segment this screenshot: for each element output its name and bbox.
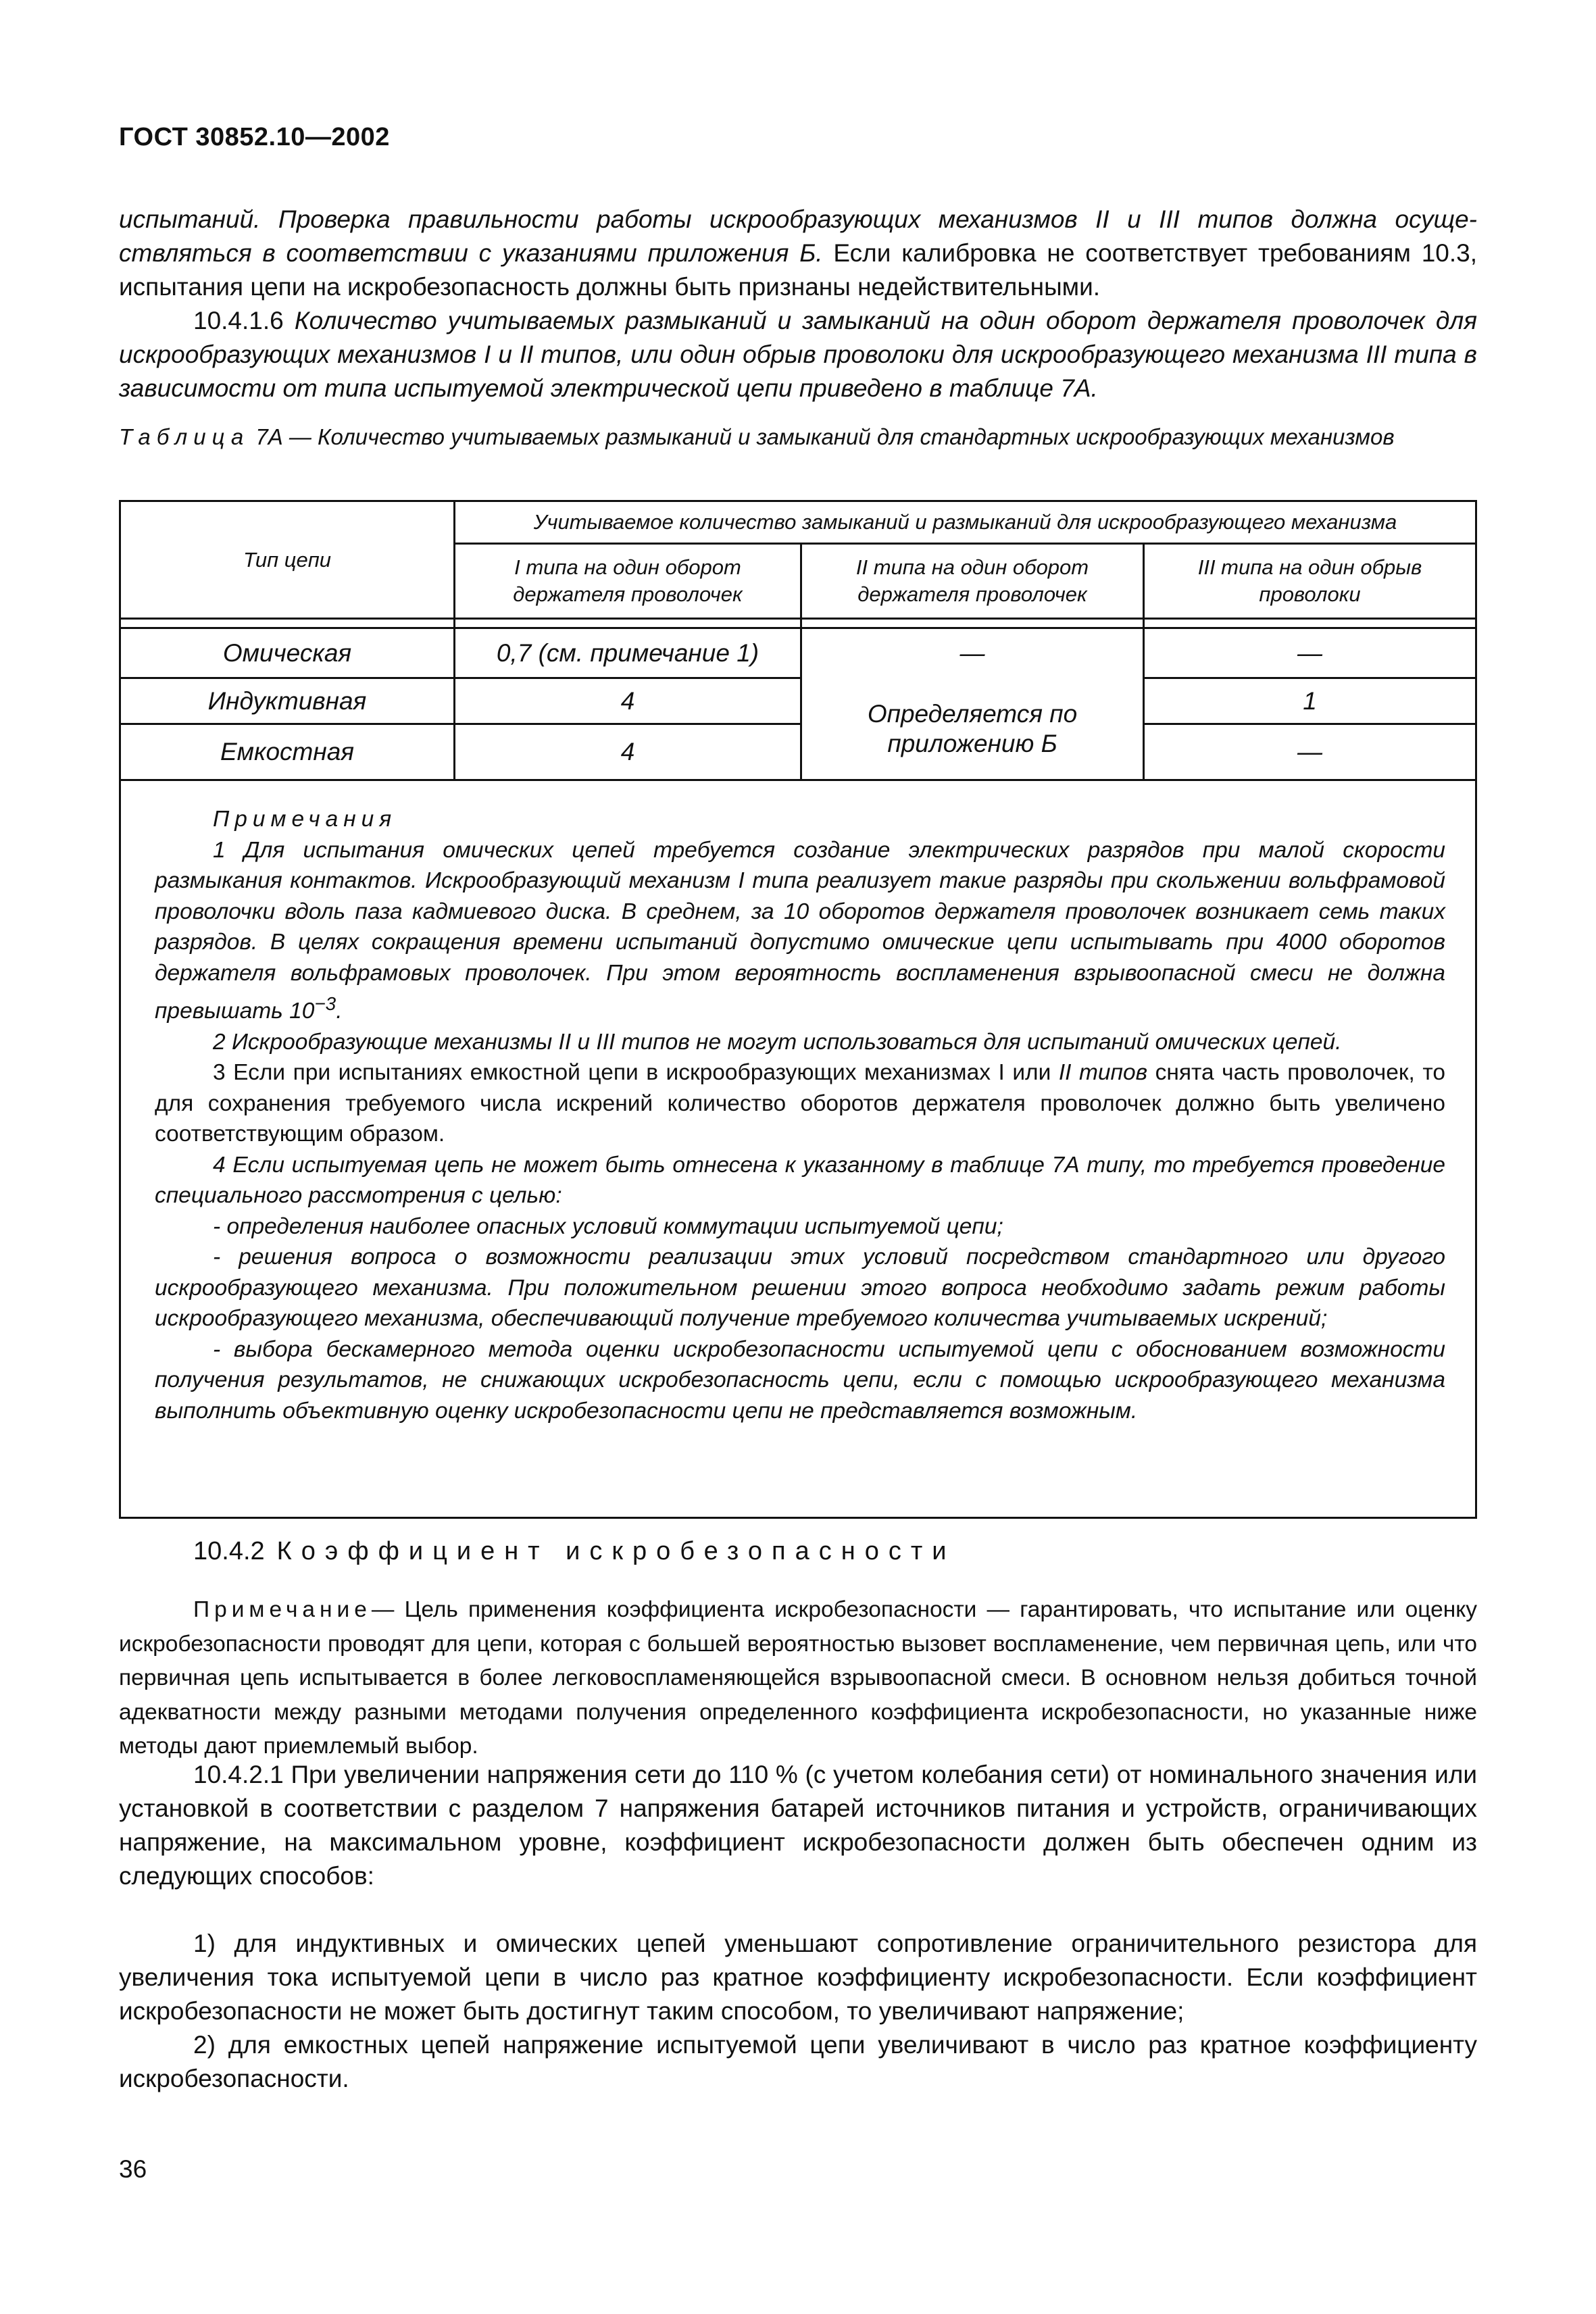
table-cell-type: Индуктивная — [207, 686, 367, 715]
header-type-1: I типа на один оборот держателя проволочек — [513, 555, 743, 606]
header-circuit-type: Тип цепи — [243, 547, 332, 572]
note-3: 3 Если при испытаниях емкостной цепи в искрообразующих механизмах I или II типов снята часть проволочек, то для сохранения требуемого числа искрений количество оборотов держателя проволочек должно быть увеличено соответствующим образом. — [155, 1060, 1445, 1147]
clause-text: Количество учитываемых размыканий и замыканий на один оборот держателя проволочек для искрообразующих механизмов I и II типов, или один обрыв проволоки для искрообразующего механизма III типа в зависимости от типа испытуемой электрической цепи приведено в таблице 7А. — [119, 307, 1477, 402]
document-header: ГОСТ 30852.10—2002 — [119, 123, 390, 151]
header-type-2: II типа на один оборот держателя проволочек — [855, 555, 1089, 606]
note-label: Примечание — [193, 1597, 372, 1622]
section-title: Коэффициент искробезопасности — [276, 1537, 956, 1565]
clause-10-4-1-6 — [119, 304, 1477, 405]
table-caption-label: Таблица — [119, 424, 250, 449]
table-cell-value: 1 — [1303, 686, 1317, 715]
section-number: 10.4.2 — [193, 1537, 265, 1565]
table-cell-merged: Определяется по приложению Б — [867, 700, 1078, 757]
table-cell-value: — — [1297, 738, 1322, 765]
table-cell-type: Омическая — [222, 638, 352, 667]
clause-number: 10.4.1.6 — [193, 307, 295, 334]
table-caption — [119, 422, 1477, 452]
table-cell-value: — — [959, 638, 985, 667]
table-notes — [122, 804, 1478, 1426]
section-note — [119, 1593, 1477, 1764]
section-heading — [119, 1537, 1477, 1566]
note-4: 4 Если испытуемая цепь не может быть отнесена к указанному в таблице 7А типу, то требуется проведение специального рассмотрения с целью: — [155, 1152, 1445, 1209]
note-4-item: - выбора бескамерного метода оценки искробезопасности испытуемой цепи с обоснованием возможности получения результатов, не снижающих искробезопасность цепи, если с помощью искрообразующего механизма выполнить объективную оценку искробезопасности цепи не представляется возможным. — [155, 1336, 1445, 1424]
table-cell-value: 4 — [620, 686, 635, 715]
list-item-2: 2) для емкостных цепей напряжение испытуемой цепи увеличивают в число раз кратное коэффициенту искробезопасности. — [119, 2031, 1477, 2092]
note-4-item: - решения вопроса о возможности реализации этих условий посредством стандартного или другого искрообразующего механизма. При положительном решении этого вопроса необходимо задать режим работы искрообразующего механизма, обеспечивающий получение требуемого количества учитываемых искрений; — [155, 1244, 1445, 1332]
intro-line-2-italic: ствляться в соответствии с указаниями приложения Б. — [119, 239, 823, 267]
table-cell-value: 0,7 (см. примечание 1) — [496, 638, 759, 667]
table-7a — [119, 500, 1477, 1519]
table-rule — [121, 618, 1475, 620]
note-4-item: - определения наиболее опасных условий коммутации испытуемой цепи; — [213, 1213, 1003, 1239]
note-2: 2 Искрообразующие механизмы II и III типов не могут использоваться для испытаний омических цепей. — [213, 1029, 1342, 1055]
header-type-3: III типа на один обрыв проволоки — [1197, 555, 1422, 606]
table-caption-text: 7А — Количество учитываемых размыканий и замыканий для стандартных искрообразующих механизмов — [249, 424, 1395, 449]
table-cell-value: — — [1297, 638, 1322, 667]
note-text: — Цель применения коэффициента искробезопасности — гарантировать, что испытание или оценку искробезопасности проводят для цепи, которая с большей вероятностью вызовет воспламенение, чем первичная цепь, или что первичная цепь испытывается в более легковоспламеняющейся взрывоопасной смеси. В основном нельзя добиться точной адекватности между разными методами получения определенного коэффициента искробезопасности, но указанные ниже методы дают приемлемый выбор. — [119, 1597, 1477, 1759]
table-rule — [121, 779, 1475, 781]
intro-paragraph — [119, 203, 1477, 304]
table-cell-type: Емкостная — [220, 738, 355, 765]
intro-line-3: 10.3, испытания цепи на искробезопасность должны быть признаны недействительными. — [119, 239, 1477, 301]
intro-line-1: испытаний. Проверка правильности работы искрообразующих механизмов II и III типов должна осуще- — [119, 205, 1477, 233]
clause-10-4-2-1: 10.4.2.1 При увеличении напряжения сети до 110 % (с учетом колебания сети) от номинального значения или установкой в соответствии с разделом 7 напряжения батарей источников питания и устройств, ограничивающих напряжение, на максимальном уровне, коэффициент искробезопасности должен быть обеспечен одним из следующих способов: — [119, 1761, 1477, 1890]
notes-title: Примечания — [213, 807, 397, 832]
page-number: 36 — [119, 2155, 147, 2183]
table-cell-value: 4 — [620, 738, 635, 765]
intro-line-2-regular: Если калибровка не соответствует требованиям — [822, 239, 1411, 267]
list-item-1: 1) для индуктивных и омических цепей уменьшают сопротивление ограничительного резистора для увеличения тока испытуемой цепи в число раз кратное коэффициенту искробезопасности. Если коэффициент искробезопасности не может быть достигнут таким способом, то увеличивают напряжение; — [119, 1930, 1477, 2025]
header-group: Учитываемое количество замыканий и размыканий для искрообразующего механизма — [533, 510, 1397, 534]
note-1: 1 Для испытания омических цепей требуется создание электрических разрядов при малой скорости размыкания контактов. Искрообразующий механизм I типа реализует такие разряды при скольжении вольфрамовой проволочки вдоль паза кадмиевого диска. В среднем, за 10 оборотов держателя проволочек возникает семь таких разрядов. В целях сокращения времени испытаний допустимо омические цепи испытывать при 4000 оборотов держателя вольфрамовых проволочек. При этом вероятность воспламенения взрывоопасной смеси не должна превышать $10^{-3}$. — [155, 837, 1445, 1024]
